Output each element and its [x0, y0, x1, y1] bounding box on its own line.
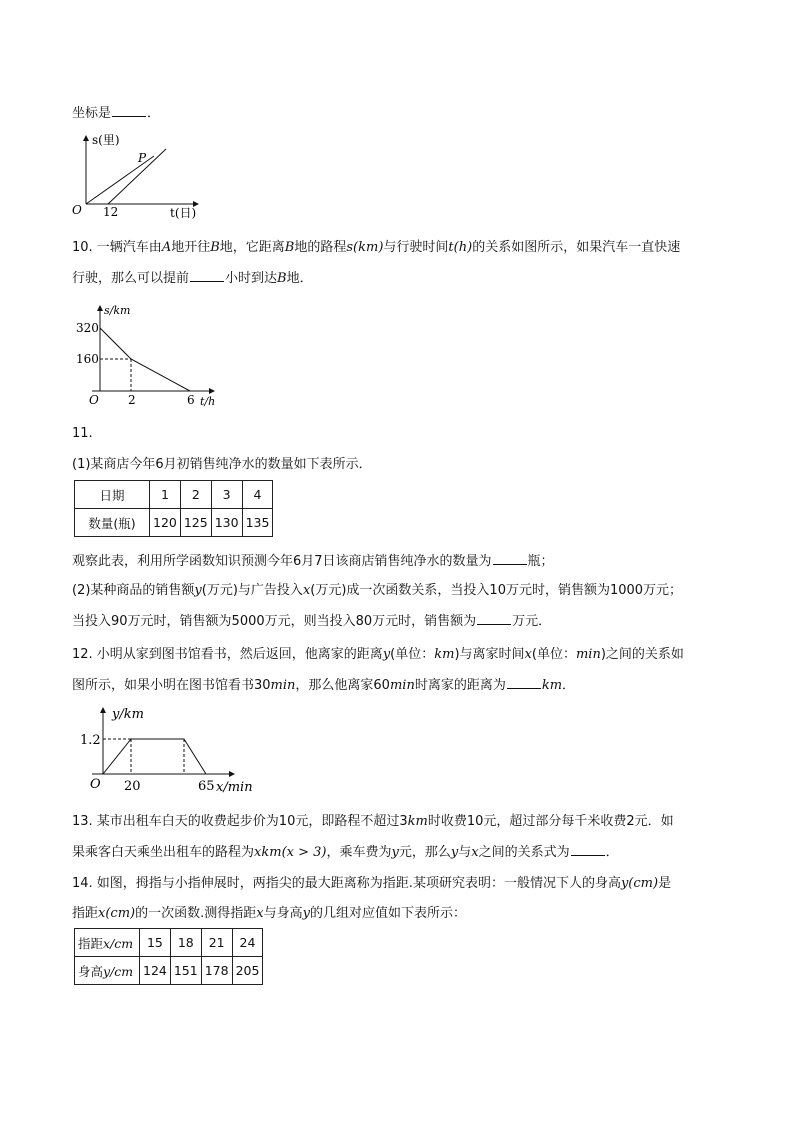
fig10-origin: O — [89, 393, 99, 407]
fig10-xlabel: t/h — [200, 395, 216, 408]
answer-blank — [190, 268, 224, 282]
fig12-xlabel: x/min — [216, 780, 253, 795]
fig9-origin: O — [72, 203, 82, 217]
figure-10 — [72, 300, 232, 412]
fig10-x2: 6 — [187, 393, 195, 407]
fig9-xlabel: t(日) — [170, 206, 197, 220]
q11-part2-line2: 当投入90万元时，销售额为5000万元，则当投入80万元时，销售额为 万元． — [72, 611, 551, 632]
fig10-y1: 320 — [76, 321, 99, 335]
fig10-ylabel: s/km — [104, 304, 131, 317]
table-row: 身高y/cm 124 151 178 205 — [75, 957, 263, 985]
q14-line2: 指距x(cm)的一次函数.测得指距x与身高y的几组对应值如下表所示： — [72, 906, 466, 921]
table-row: 指距x/cm 15 18 21 24 — [75, 929, 263, 957]
fig12-x2: 65 — [198, 779, 215, 794]
figure-12 — [78, 702, 268, 798]
q14-table — [74, 928, 263, 985]
q11-table — [74, 480, 273, 537]
answer-blank — [571, 842, 605, 856]
figure-9 — [66, 128, 216, 222]
fig12-ylabel: y/km — [112, 707, 144, 722]
fig10-y2: 160 — [76, 352, 99, 366]
q11-number: 11. — [72, 426, 93, 441]
q12-line2: 图所示，如果小明在图书馆看书30min，那么他离家60min时离家的距离为 km． — [72, 675, 575, 696]
fig9-ylabel: s(里) — [92, 133, 120, 147]
answer-blank — [112, 103, 146, 117]
table-row: 日期 1 2 3 4 — [75, 481, 273, 509]
q13-line1: 13. 某市出租车白天的收费起步价为10元，即路程不超过3km时收费10元，超过部分每千米收费2元．如 — [72, 814, 674, 829]
q11-part1-question: 观察此表，利用所学函数知识预测今年6月7日该商店销售纯净水的数量为 瓶； — [72, 551, 554, 572]
fig9-tick: 12 — [103, 205, 119, 219]
q14-line1: 14. 如图，拇指与小指伸展时，两指尖的最大距离称为指距.某项研究表明：一般情况下人的身高y(cm)是 — [72, 876, 672, 891]
q11-part1: (1)某商店今年6月初销售纯净水的数量如下表所示． — [72, 457, 372, 472]
answer-blank — [493, 551, 527, 565]
fig12-origin: O — [90, 777, 101, 792]
table-row: 数量(瓶) 120 125 130 135 — [75, 509, 273, 537]
q12-line1: 12. 小明从家到图书馆看书，然后返回，他离家的距离y(单位：km)与离家时间x(单位：min)之间的关系如 — [72, 647, 684, 662]
fig12-x1: 20 — [124, 779, 141, 794]
q9-line: 坐标是 ． — [72, 103, 160, 124]
fig10-x1: 2 — [128, 393, 136, 407]
fig9-point-label: P — [138, 151, 147, 165]
answer-blank — [477, 611, 511, 625]
answer-blank — [507, 675, 541, 689]
q10-line2: 行驶，那么可以提前 小时到达B地． — [72, 268, 313, 289]
q13-line2: 果乘客白天乘坐出租车的路程为xkm(x > 3)，乘车费为y元，那么y与x之间的关系式为 ． — [72, 842, 619, 863]
q10-line1: 10. 一辆汽车由A地开往B地，它距离B地的路程s(km)与行驶时间t(h)的关系如图所示，如果汽车一直快速 — [72, 240, 681, 255]
fig12-y1: 1.2 — [80, 733, 101, 748]
q11-part2-line1: (2)某种商品的销售额y(万元)与广告投入x(万元)成一次函数关系，当投入10万元时，销售额为1000万元； — [72, 583, 683, 598]
